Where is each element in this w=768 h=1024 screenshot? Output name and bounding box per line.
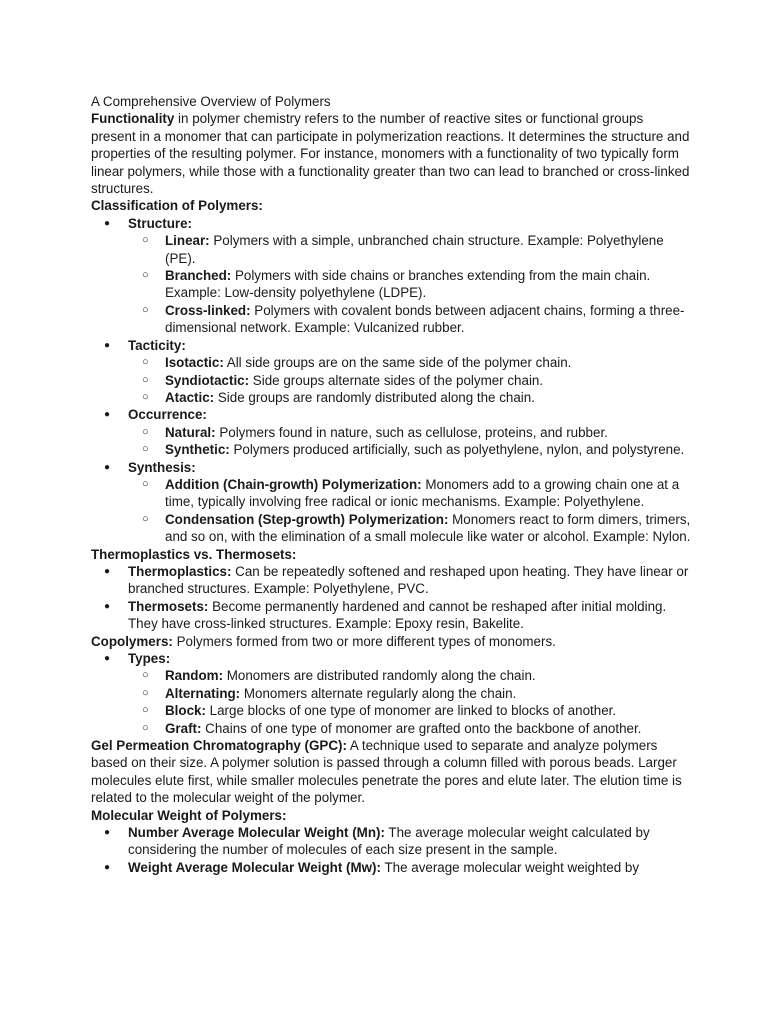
group-label-synthesis: Synthesis:	[128, 459, 196, 475]
molecular-weight-heading: Molecular Weight of Polymers:	[91, 807, 287, 823]
list-item: ● Thermoplastics: Can be repeatedly softened and reshaped upon heating. They have linear or branched structures. Example: Polyethylene, PVC.	[91, 563, 691, 598]
list-item	[91, 337, 691, 407]
gpc-paragraph: Gel Permeation Chromatography (GPC): A technique used to separate and analyze polymers based on their size. A polymer solution is passed through a column filled with porous beads. Larger molecules elute first, while smaller molecules penetrate the pores and elute later. The elution time is related to the molecular weight of the polymer.	[91, 738, 682, 806]
list-item: ○ Random: Monomers are distributed randomly along the chain.	[128, 667, 691, 684]
copolymers-list	[91, 650, 691, 737]
structure-list	[128, 232, 691, 336]
functionality-paragraph	[91, 110, 691, 197]
list-item	[91, 406, 691, 458]
list-item	[91, 459, 691, 546]
types-list	[128, 667, 691, 737]
document-title: A Comprehensive Overview of Polymers	[91, 94, 331, 109]
list-item: ● Thermosets: Become permanently hardened and cannot be reshaped after initial molding. They have cross-linked structures. Example: Epoxy resin, Bakelite.	[91, 598, 691, 633]
list-item: ○ Natural: Polymers found in nature, such as cellulose, proteins, and rubber.	[128, 424, 691, 441]
occurrence-list	[128, 424, 691, 459]
list-item: ● Weight Average Molecular Weight (Mw): The average molecular weight weighted by	[91, 859, 691, 876]
functionality-text: in polymer chemistry refers to the number of reactive sites or functional groups present in a monomer that can participate in polymerization reactions. It determines the structure and properties of the resulting polymer. For instance, monomers with a functionality of two typically form linear polymers, while those with a functionality greater than two can lead to branched or cross-linked structures.	[91, 111, 690, 197]
synthesis-list	[128, 476, 691, 546]
thermo-heading: Thermoplastics vs. Thermosets:	[91, 546, 297, 562]
list-item: ○ Branched: Polymers with side chains or branches extending from the main chain. Example: Low-density polyethylene (LDPE).	[128, 267, 691, 302]
list-item: ○ Linear: Polymers with a simple, unbranched chain structure. Example: Polyethylene (PE).	[128, 232, 691, 267]
list-item	[91, 650, 691, 737]
list-item: ○ Synthetic: Polymers produced artificially, such as polyethylene, nylon, and polystyrene.	[128, 441, 691, 458]
list-item: ○ Alternating: Monomers alternate regularly along the chain.	[128, 685, 691, 702]
molecular-weight-list	[91, 824, 691, 876]
document-page	[91, 93, 691, 876]
copolymers-paragraph: Copolymers: Polymers formed from two or more different types of monomers.	[91, 633, 556, 649]
group-label-structure: Structure:	[128, 215, 192, 231]
list-item: ● Number Average Molecular Weight (Mn): The average molecular weight calculated by considering the number of molecules of each size present in the sample.	[91, 824, 691, 859]
list-item: ○ Atactic: Side groups are randomly distributed along the chain.	[128, 389, 691, 406]
list-item: ○ Cross-linked: Polymers with covalent bonds between adjacent chains, forming a three-dimensional network. Example: Vulcanized rubber.	[128, 302, 691, 337]
group-label-tacticity: Tacticity:	[128, 337, 186, 353]
functionality-term: Functionality	[91, 111, 175, 127]
thermo-list	[91, 563, 691, 633]
classification-list	[91, 215, 691, 546]
list-item	[91, 215, 691, 337]
list-item: ○ Addition (Chain-growth) Polymerization: Monomers add to a growing chain one at a time, typically involving free radical or ionic mechanisms. Example: Polyethylene.	[128, 476, 691, 511]
types-label: Types:	[128, 651, 171, 666]
list-item: ○ Condensation (Step-growth) Polymerization: Monomers react to form dimers, trimers, and so on, with the elimination of a small molecule like water or alcohol. Example: Nylon.	[128, 511, 691, 546]
list-item: ○ Syndiotactic: Side groups alternate sides of the polymer chain.	[128, 372, 691, 389]
list-item: ○ Block: Large blocks of one type of monomer are linked to blocks of another.	[128, 702, 691, 719]
classification-heading: Classification of Polymers:	[91, 198, 263, 214]
list-item: ○ Graft: Chains of one type of monomer are grafted onto the backbone of another.	[128, 720, 691, 737]
list-item: ○ Isotactic: All side groups are on the same side of the polymer chain.	[128, 354, 691, 371]
group-label-occurrence: Occurrence:	[128, 407, 207, 423]
tacticity-list	[128, 354, 691, 406]
